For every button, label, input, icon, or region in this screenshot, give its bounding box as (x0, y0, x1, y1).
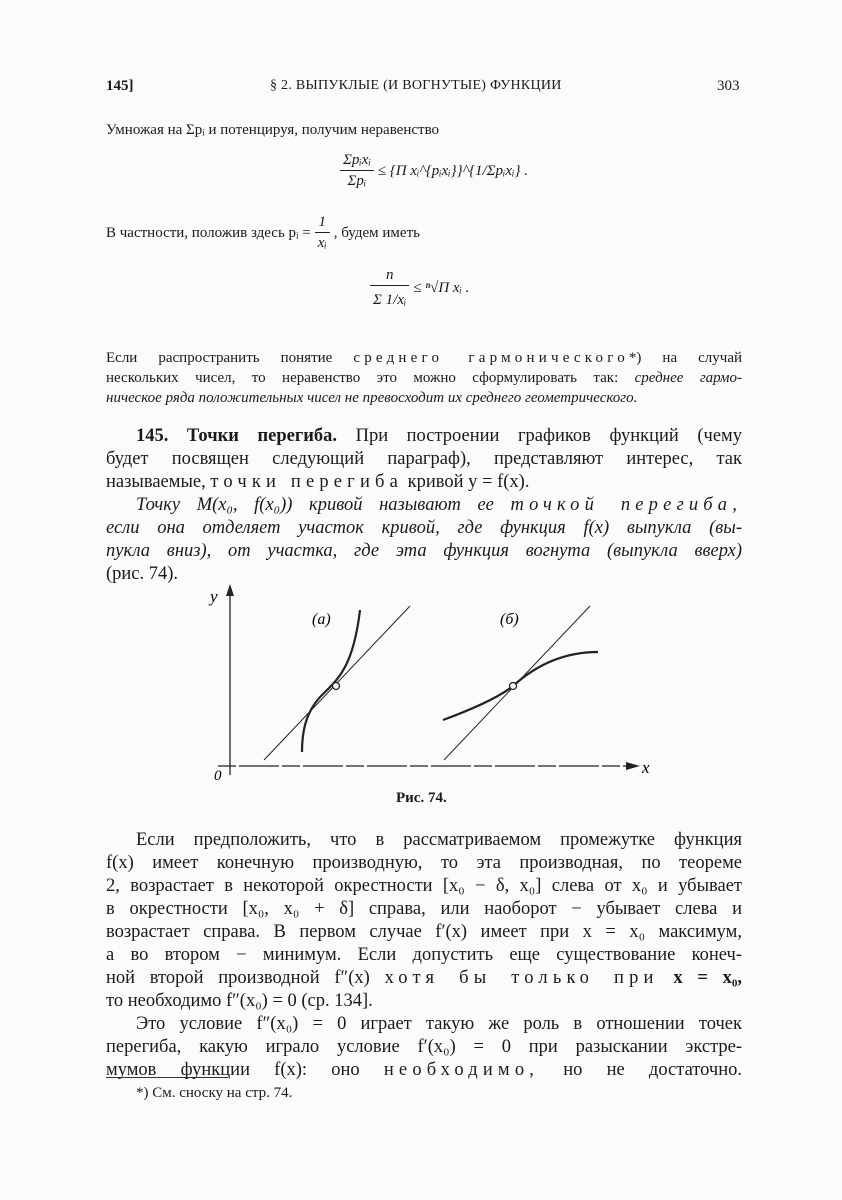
footnote-rule (106, 1077, 228, 1078)
running-head-title: § 2. ВЫПУКЛЫЕ (И ВОГНУТЫЕ) ФУНКЦИИ (270, 78, 562, 93)
y-axis-arrow (226, 584, 234, 596)
p1-line-3: 2, возрастает в некоторой окрестности [x₀ − δ, x₀] слева от x₀ и убывает (106, 876, 742, 896)
x-axis-label: x (642, 758, 650, 777)
p1-line-1: Если предположить, что в рассматриваемом промежутке функция (136, 830, 742, 850)
inflection-point-a (333, 683, 340, 690)
section-l1-rest: При построении графиков функций (чему (355, 426, 742, 446)
inflection-point-b (510, 683, 517, 690)
remark (106, 348, 742, 408)
intro-line-2-den: xᵢ (317, 235, 327, 251)
section-145 (106, 425, 742, 586)
intro-line-2 (106, 212, 420, 253)
label-a: (а) (312, 611, 331, 628)
remark-line-2 (106, 368, 742, 388)
definition-line-1 (106, 494, 742, 517)
section-l3-b: кривой y = f(x). (407, 472, 530, 492)
section-line-1 (106, 425, 742, 448)
remark-l1-spaced: среднего гармонического (353, 350, 629, 366)
p1-line-8: то необходимо f″(x₀) = 0 (ср. 134]. (106, 991, 373, 1011)
intro-line-2-b: , будем иметь (333, 224, 420, 241)
remark-l1-b: *) на случай (628, 350, 743, 366)
definition-line-4: (рис. 74). (106, 564, 179, 584)
remark-l2: нескольких чисел, то неравенство это можно сформулировать так: (106, 370, 619, 386)
section-line-2: будет посвящен следующий параграф), представляют интерес, так (106, 449, 742, 469)
intro-line-1: Умножая на Σpᵢ и потенцируя, получим неравенство (106, 122, 440, 138)
definition-line-3: пукла вниз), от участка, где эта функция вогнута (выпукла вверх) (106, 541, 742, 561)
p1-line-2: f(x) имеет конечную производную, то эта производная, по теореме (106, 853, 742, 873)
remark-l2-italic: среднее гармо- (634, 370, 742, 386)
p2-l3-b: но не достаточно. (563, 1060, 742, 1080)
p2-line-3 (106, 1059, 742, 1082)
p1-l7-a: ной второй производной f″(x) (106, 968, 370, 988)
remark-line-3: ническое ряда положительных чисел не превосходит их среднего геометрического. (106, 390, 638, 406)
formula-1-denominator: Σpᵢ (347, 173, 367, 189)
figure-caption: Рис. 74. (396, 790, 447, 806)
p1-line-4: в окрестности [x₀, x₀ + δ] справа, или наоборот − убывает слева и (106, 899, 742, 919)
formula-2-rhs: ≤ ⁿ√Π xᵢ . (413, 279, 470, 296)
p2-l3-spaced: необходимо, (383, 1060, 540, 1080)
page-number: 303 (717, 78, 740, 94)
p1-l7-spaced: хотя бы только при (384, 968, 659, 988)
p1-line-5: возрастает справа. В первом случае f′(x) имеет при x = x₀ максимум, (106, 922, 742, 942)
formula-1 (340, 150, 528, 191)
curve-a (302, 610, 360, 752)
label-b: (б) (500, 611, 519, 628)
formula-2 (370, 265, 469, 310)
y-axis-label: y (210, 587, 218, 606)
p2-line-2: перегиба, какую играло условие f′(x₀) = 0 при разыскании экстре- (106, 1037, 742, 1057)
formula-1-numerator: Σpᵢxᵢ (340, 150, 374, 171)
section-line-3 (106, 471, 742, 494)
running-head-section: 145] (106, 78, 134, 94)
definition-line-2: если она отделяет участок кривой, где функция f(x) выпукла (вы- (106, 518, 742, 538)
origin-label: 0 (214, 768, 222, 784)
p2-line-1: Это условие f″(x₀) = 0 играет такую же роль в отношении точек (136, 1014, 742, 1034)
remark-l1-a: Если распространить понятие (106, 350, 333, 366)
p1-line-6: а во втором − минимум. Если допустить еще существование конеч- (106, 945, 742, 965)
footnote: *) См. сноску на стр. 74. (136, 1085, 293, 1101)
intro-line-2-num: 1 (315, 212, 330, 233)
p1-line-7 (106, 967, 742, 990)
p1-l7-b: x = x₀, (673, 968, 743, 988)
intro-line-2-a: В частности, положив здесь pᵢ = (106, 224, 311, 241)
definition-l1-spaced: точкой перегиба, (510, 495, 743, 515)
formula-1-rhs: ≤ {Π xᵢ^{pᵢxᵢ}}^{1/Σpᵢxᵢ} . (377, 162, 528, 179)
paragraph-1 (106, 829, 742, 1082)
x-axis-arrow (626, 762, 640, 770)
section-l3-a: называемые, (106, 472, 206, 492)
figure-74 (200, 580, 660, 790)
definition-l1-a: Точку M(x₀, f(x₀)) кривой называют ее (136, 495, 494, 515)
formula-2-denominator: Σ 1/xᵢ (373, 292, 407, 308)
p2-l3-a: мумов функции f(x): оно (106, 1060, 360, 1080)
curve-b (443, 652, 598, 720)
section-heading: 145. Точки перегиба. (136, 426, 338, 446)
remark-line-1 (106, 348, 742, 368)
section-l3-spaced: точки перегиба (210, 472, 404, 492)
formula-2-numerator: n (370, 265, 409, 286)
